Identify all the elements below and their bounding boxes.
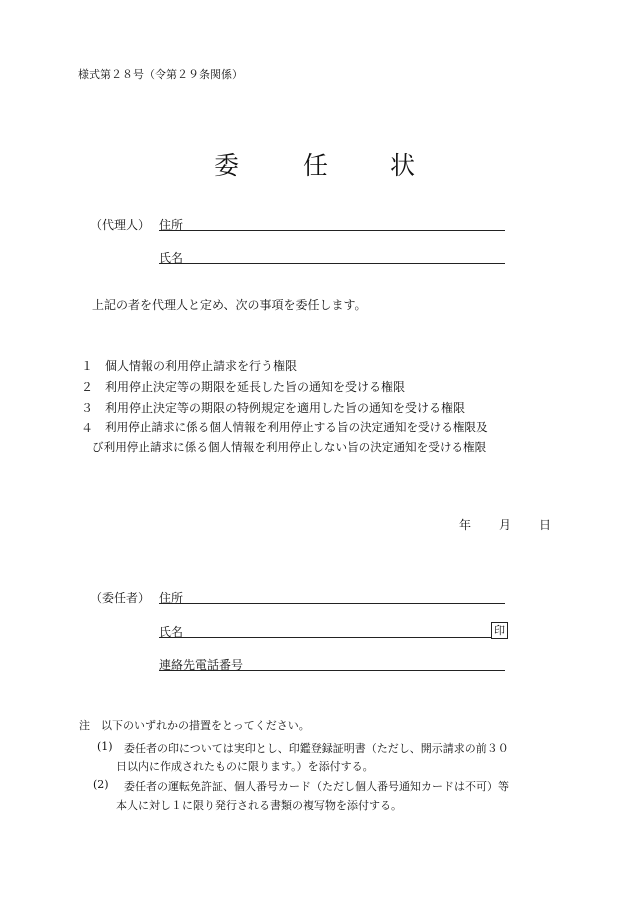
item-4-text-continued: び利用停止請求に係る個人情報を利用停止しない旨の決定通知を受ける権限 — [92, 440, 487, 454]
agent-name-field[interactable] — [159, 263, 505, 264]
item-2-number: ２ — [81, 380, 94, 394]
title-char-3: 状 — [390, 151, 416, 180]
principal-role-label: （委任者） — [90, 591, 151, 605]
note-2-line-1: 委任者の運転免許証、個人番号カード（ただし個人番号通知カードは不可）等 — [124, 780, 509, 793]
agent-address-label: 住所 — [159, 218, 184, 232]
note-1-line-2: 日以内に作成されたものに限ります。）を添付する。 — [116, 760, 374, 773]
item-2-text: 利用停止決定等の期限を延長した旨の通知を受ける権限 — [105, 380, 406, 394]
seal-box: 印 — [491, 622, 508, 639]
item-1-number: １ — [81, 359, 94, 373]
form-number: 様式第２８号（令第２９条関係） — [78, 68, 243, 81]
title-char-1: 委 — [214, 151, 240, 180]
principal-name-field[interactable] — [159, 637, 505, 638]
note-1-line-1: 委任者の印については実印とし、印鑑登録証明書（ただし、開示請求の前３０ — [124, 742, 509, 755]
agent-role-label: （代理人） — [90, 218, 151, 232]
principal-phone-field[interactable] — [159, 670, 505, 671]
note-1-number: (1) — [97, 740, 113, 753]
principal-name-label: 氏名 — [159, 625, 184, 639]
notes-heading: 注 以下のいずれかの措置をとってください。 — [79, 719, 310, 732]
date-month-label: 月 — [499, 518, 512, 532]
item-4-text: 利用停止請求に係る個人情報を利用停止する旨の決定通知を受ける権限及 — [105, 420, 488, 434]
principal-address-label: 住所 — [159, 591, 184, 605]
principal-phone-label: 連絡先電話番号 — [159, 658, 244, 672]
date-year-label: 年 — [459, 518, 472, 532]
item-3-text: 利用停止決定等の期限の特例規定を適用した旨の通知を受ける権限 — [105, 401, 466, 415]
agent-name-label: 氏名 — [159, 251, 184, 265]
item-3-number: ３ — [81, 401, 94, 415]
date-day-label: 日 — [539, 518, 552, 532]
note-2-number: (2) — [93, 778, 109, 791]
note-2-line-2: 本人に対し１に限り発行される書類の複写物を添付する。 — [116, 799, 402, 812]
item-1-text: 個人情報の利用停止請求を行う権限 — [105, 359, 298, 373]
item-4-number: ４ — [81, 421, 94, 435]
principal-address-field[interactable] — [159, 603, 505, 604]
agent-address-field[interactable] — [159, 230, 505, 231]
delegation-text: 上記の者を代理人と定め、次の事項を委任します。 — [92, 298, 367, 312]
title-char-2: 任 — [303, 151, 329, 180]
